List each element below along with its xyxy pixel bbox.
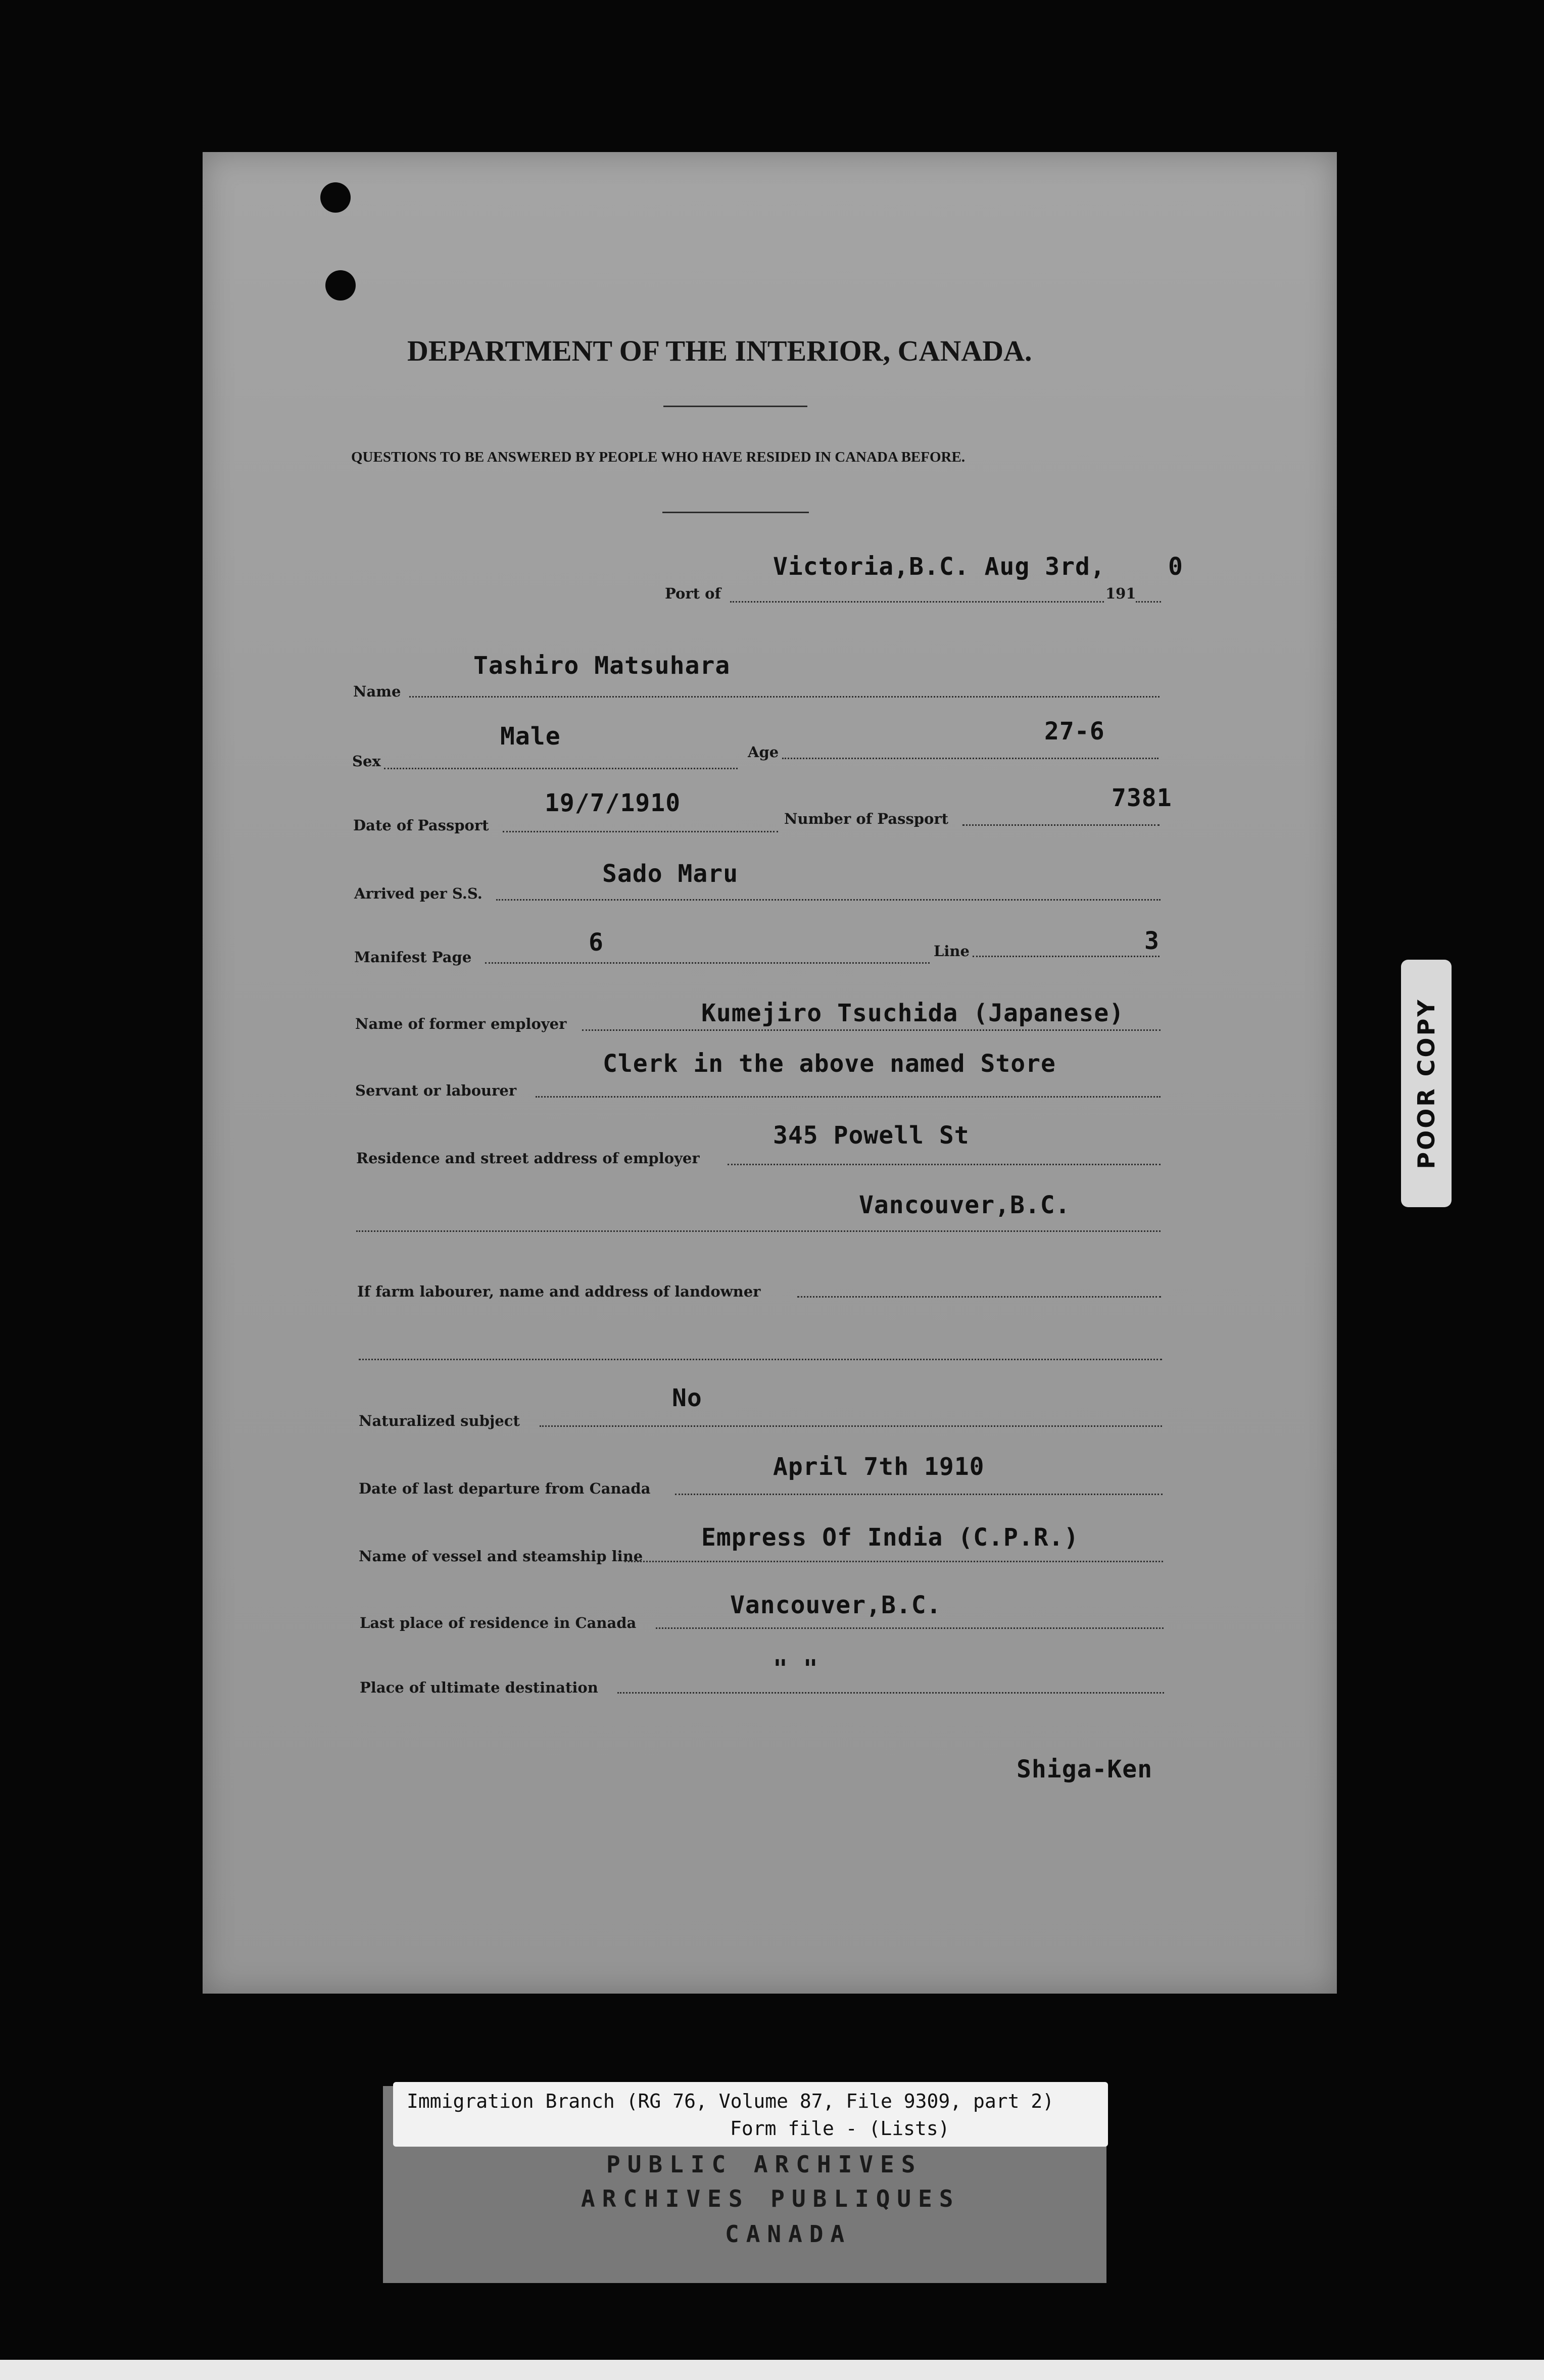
destination-value: " " [773, 1655, 818, 1683]
extra-note: Shiga-Ken [1017, 1755, 1153, 1783]
port-year-line [1136, 601, 1161, 603]
arrived-per-label: Arrived per S.S. [354, 885, 482, 902]
employer-address-label: Residence and street address of employer [356, 1150, 700, 1167]
vessel-label: Name of vessel and steamship line [359, 1548, 643, 1565]
archive-name-fr: ARCHIVES PUBLIQUES [581, 2185, 960, 2212]
port-value: Victoria,B.C. Aug 3rd, [773, 553, 1105, 581]
name-line [409, 696, 1160, 698]
vessel-line [624, 1561, 1163, 1562]
servant-labourer-value: Clerk in the above named Store [603, 1050, 1056, 1078]
punch-hole-top [320, 182, 351, 213]
sex-label: Sex [352, 753, 381, 770]
last-departure-line [675, 1494, 1163, 1495]
line-line [973, 956, 1160, 957]
manifest-page-value: 6 [589, 928, 604, 957]
passport-date-line [503, 831, 778, 832]
name-value: Tashiro Matsuhara [473, 652, 731, 680]
servant-labourer-line [536, 1096, 1161, 1098]
archive-name-en: PUBLIC ARCHIVES [606, 2151, 923, 2178]
punch-hole-bottom [325, 270, 356, 301]
former-employer-label: Name of former employer [355, 1015, 567, 1032]
arrived-per-line [496, 899, 1161, 901]
questions-subtitle: QUESTIONS TO BE ANSWERED BY PEOPLE WHO HAVE RESIDED IN CANADA BEFORE. [351, 449, 966, 465]
destination-line [617, 1692, 1164, 1694]
department-heading: DEPARTMENT OF THE INTERIOR, CANADA. [407, 334, 1032, 367]
line-label: Line [934, 943, 970, 960]
passport-number-line [962, 824, 1160, 826]
age-value: 27-6 [1044, 717, 1105, 746]
naturalized-label: Naturalized subject [359, 1412, 520, 1429]
manifest-page-label: Manifest Page [354, 949, 472, 966]
vessel-value: Empress Of India (C.P.R.) [701, 1523, 1079, 1552]
archive-country: CANADA [725, 2220, 852, 2248]
archive-reference-line-2: Form file - (Lists) [730, 2117, 950, 2140]
last-residence-line [656, 1627, 1164, 1629]
port-year-value: 0 [1168, 553, 1183, 581]
former-employer-value: Kumejiro Tsuchida (Japanese) [701, 999, 1125, 1027]
destination-label: Place of ultimate destination [360, 1679, 598, 1696]
arrived-per-value: Sado Maru [602, 860, 739, 888]
employer-address-line [728, 1164, 1161, 1165]
line-value: 3 [1144, 927, 1160, 955]
sex-value: Male [500, 722, 561, 751]
port-label: Port of [665, 585, 721, 602]
passport-date-value: 19/7/1910 [545, 789, 681, 817]
former-employer-line [582, 1029, 1161, 1031]
last-residence-value: Vancouver,B.C. [730, 1591, 942, 1619]
age-label: Age [748, 743, 779, 761]
port-year-label: 191 [1105, 585, 1136, 602]
landowner-line [797, 1296, 1161, 1298]
sex-line [384, 768, 738, 769]
naturalized-value: No [672, 1384, 702, 1412]
subtitle-rule [662, 512, 809, 513]
last-departure-label: Date of last departure from Canada [359, 1480, 651, 1497]
naturalized-line [540, 1425, 1162, 1427]
employer-address-value-2: Vancouver,B.C. [859, 1191, 1071, 1219]
last-residence-label: Last place of residence in Canada [360, 1614, 637, 1631]
poor-copy-stamp [1401, 960, 1452, 1207]
archive-reference-line-1: Immigration Branch (RG 76, Volume 87, File 9309, part 2) [407, 2090, 1054, 2112]
name-label: Name [353, 683, 401, 700]
poor-copy-text: POOR COPY [1413, 998, 1440, 1169]
servant-labourer-label: Servant or labourer [355, 1082, 517, 1099]
last-departure-value: April 7th 1910 [773, 1453, 985, 1481]
employer-address-line-2 [356, 1230, 1161, 1232]
heading-rule [663, 406, 807, 407]
landowner-line-2 [359, 1359, 1162, 1360]
port-line [730, 601, 1104, 603]
passport-number-label: Number of Passport [784, 810, 949, 827]
manifest-page-line [485, 962, 930, 964]
age-line [782, 758, 1159, 759]
passport-number-value: 7381 [1112, 784, 1172, 812]
film-edge [0, 2360, 1544, 2380]
employer-address-value: 345 Powell St [773, 1121, 970, 1150]
passport-date-label: Date of Passport [353, 817, 489, 834]
landowner-label: If farm labourer, name and address of landowner [357, 1283, 761, 1300]
